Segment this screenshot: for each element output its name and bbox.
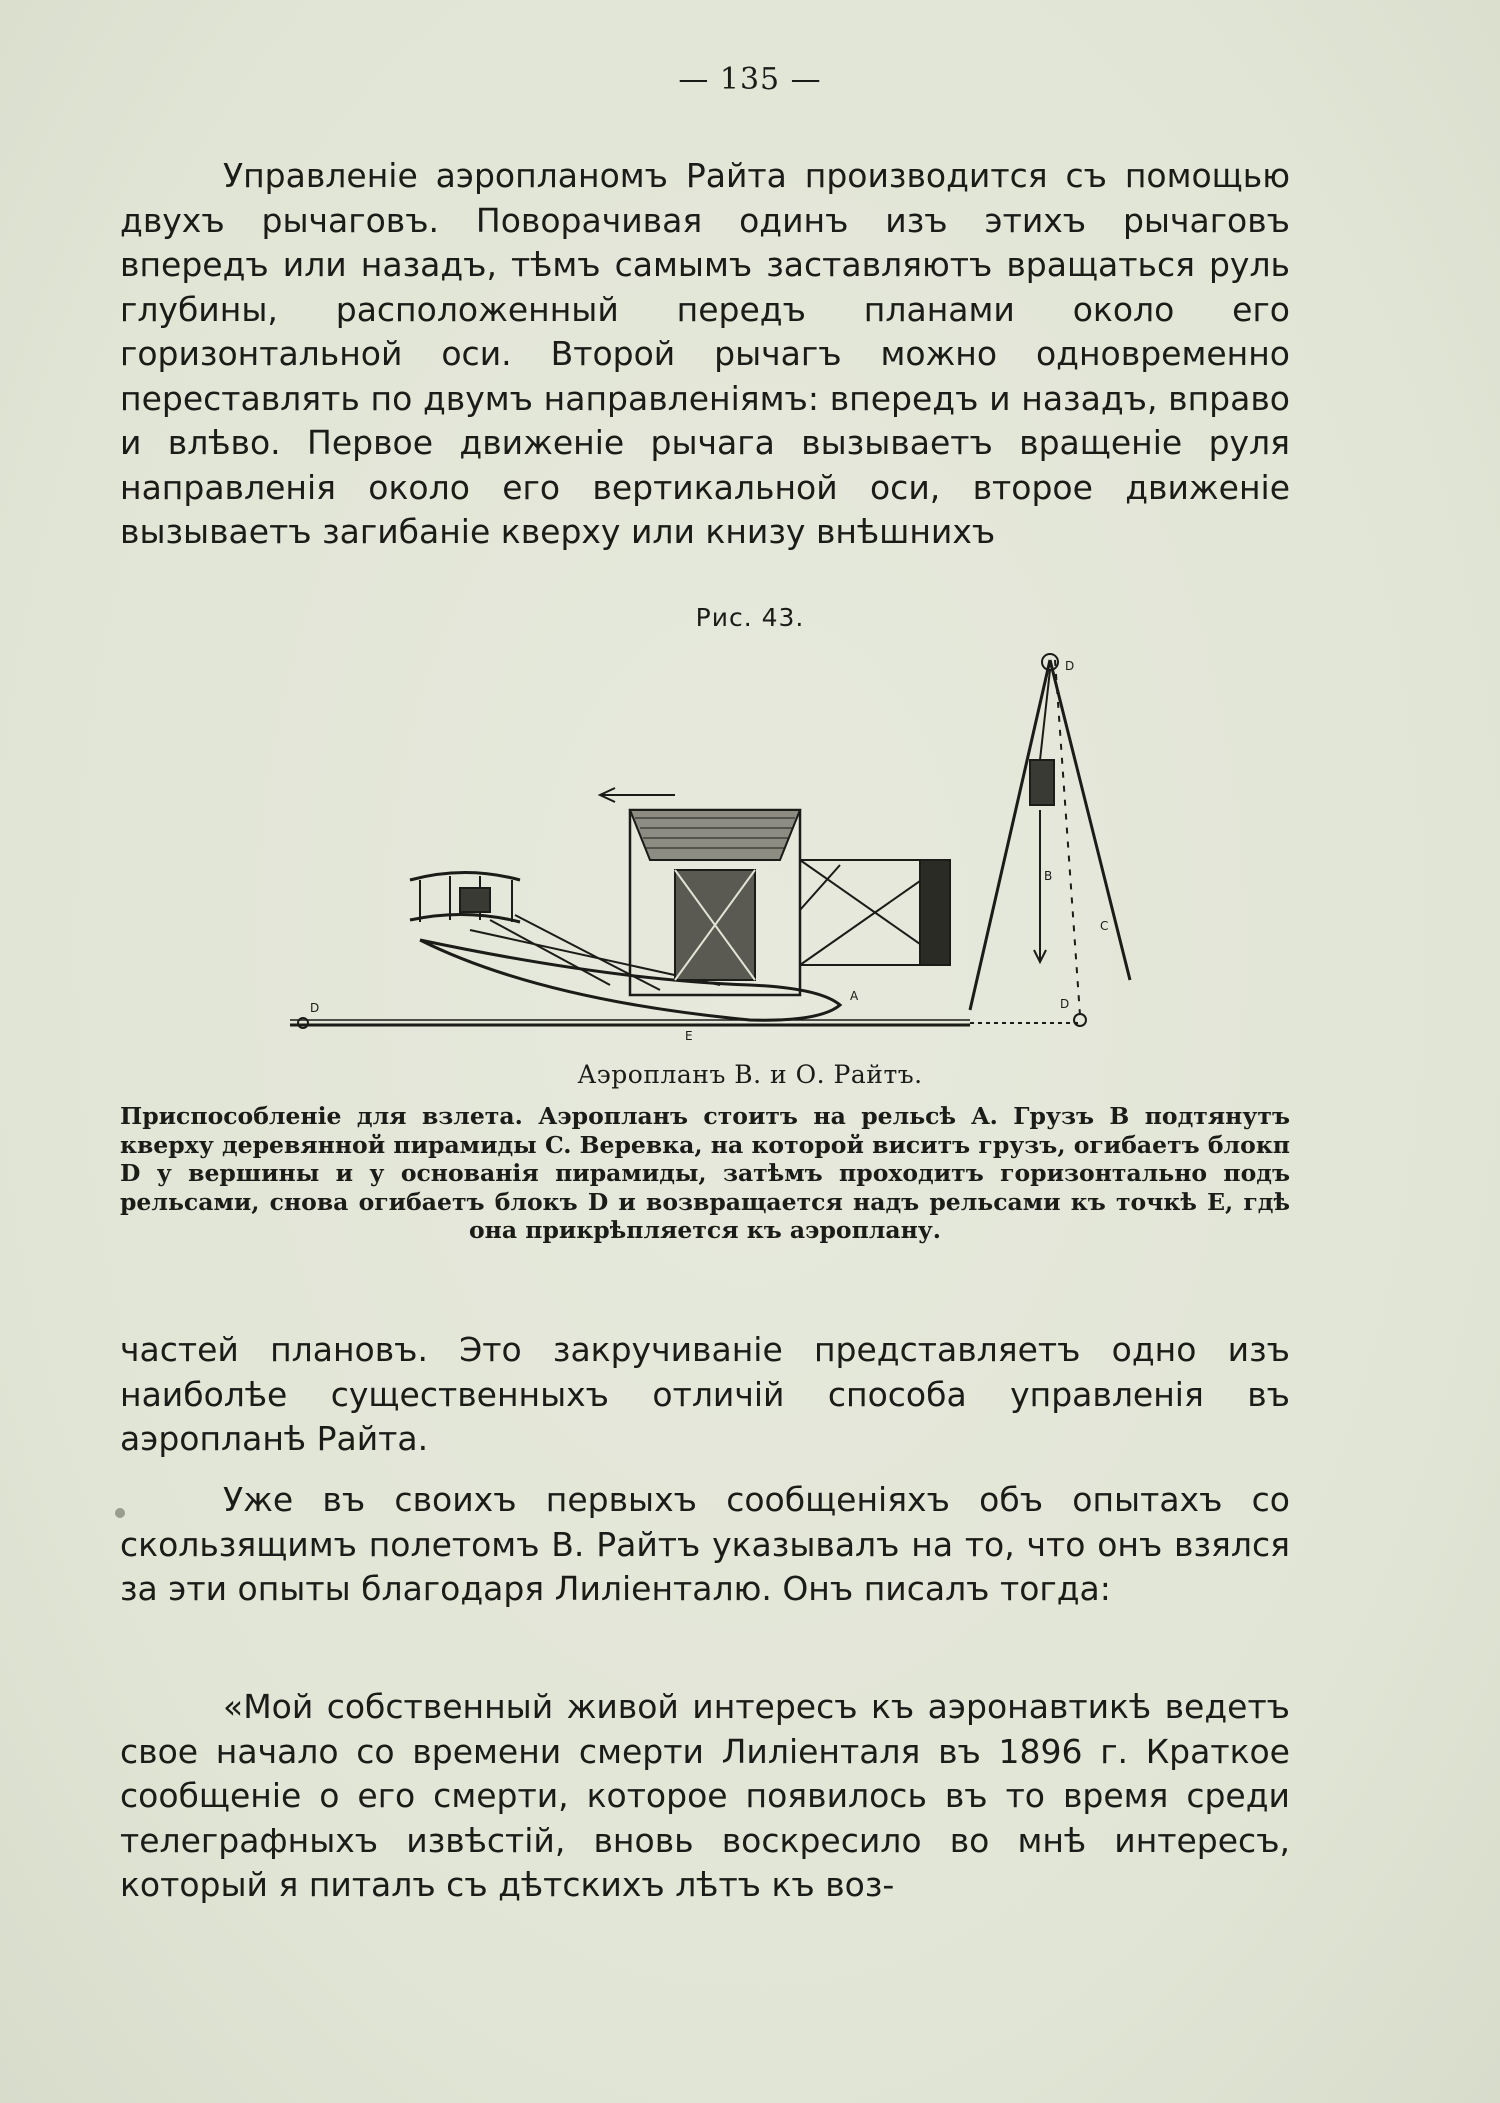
caption-text: Приспособленіе для взлета. Аэропланъ стоитъ на рельсѣ A. Грузъ B подтянутъ кверху деревянной пирамиды C. Веревка, на которой виситъ грузъ, огибаетъ блокп D у вершины и у основанія пирамиды, затѣмъ проходитъ горизонтально подъ рельсами, снова огибаетъ блокъ D и возвращается надъ рельсами къ точкѣ E, гдѣ она прикрѣпляется къ аэроплану. <box>120 1102 1290 1244</box>
figure-wright-aeroplane <box>280 640 1150 1050</box>
paragraph-text: Управленіе аэропланомъ Райта производится съ помощью двухъ рычаговъ. Поворачивая одинъ изъ этихъ рычаговъ впередъ или назадъ, тѣмъ самымъ заставляютъ вращаться руль глубины, расположенный передъ планами около его горизонтальной оси. Второй рычагъ можно одновременно переставлять по двумъ направленіямъ: впередъ и назадъ, вправо и влѣво. Первое движеніе рычага вызываетъ вращеніе руля направленія около его вертикальной оси, второе движеніе вызываетъ загибаніе кверху или книзу внѣшнихъ <box>120 156 1290 551</box>
letter-b: B <box>1044 869 1053 883</box>
paragraph-text: частей плановъ. Это закручиваніе представляетъ одно изъ наиболѣе существенныхъ отличій способа управленія въ аэропланѣ Райта. <box>120 1330 1290 1458</box>
figure-label: Рис. 43. <box>695 603 805 632</box>
letter-a: A <box>850 989 859 1003</box>
letter-c: C <box>1100 919 1109 933</box>
paragraph-text: «Мой собственный живой интересъ къ аэронавтикѣ ведетъ свое начало со времени смерти Лиліенталя въ 1896 г. Краткое сообщеніе о его смерти, которое появилось въ то время среди телеграфныхъ извѣстій, вновь воскресило во мнѣ интересъ, который я питалъ съ дѣтскихъ лѣтъ къ воз- <box>120 1687 1290 1904</box>
paragraph-text: Уже въ своихъ первыхъ сообщеніяхъ объ опытахъ со скользящимъ полетомъ В. Райтъ указывалъ на то, что онъ взялся за эти опыты благодаря Лиліенталю. Онъ писалъ тогда: <box>120 1480 1290 1608</box>
paragraph-quote <box>120 1685 1290 1908</box>
figure-caption <box>120 1102 1290 1245</box>
aeroplane-illustration <box>280 640 1150 1050</box>
figure-title: Аэропланъ В. и О. Райтъ. <box>577 1060 923 1089</box>
letter-d-left: D <box>310 1001 320 1015</box>
paragraph-continuation <box>120 1328 1290 1462</box>
paragraph-wright-gliding <box>120 1478 1290 1612</box>
letter-d-top: D <box>1065 659 1075 673</box>
page-number: — 135 — <box>678 62 822 97</box>
paragraph-controls <box>120 154 1290 555</box>
letter-d-base: D <box>1060 997 1070 1011</box>
letter-e: E <box>685 1029 693 1043</box>
